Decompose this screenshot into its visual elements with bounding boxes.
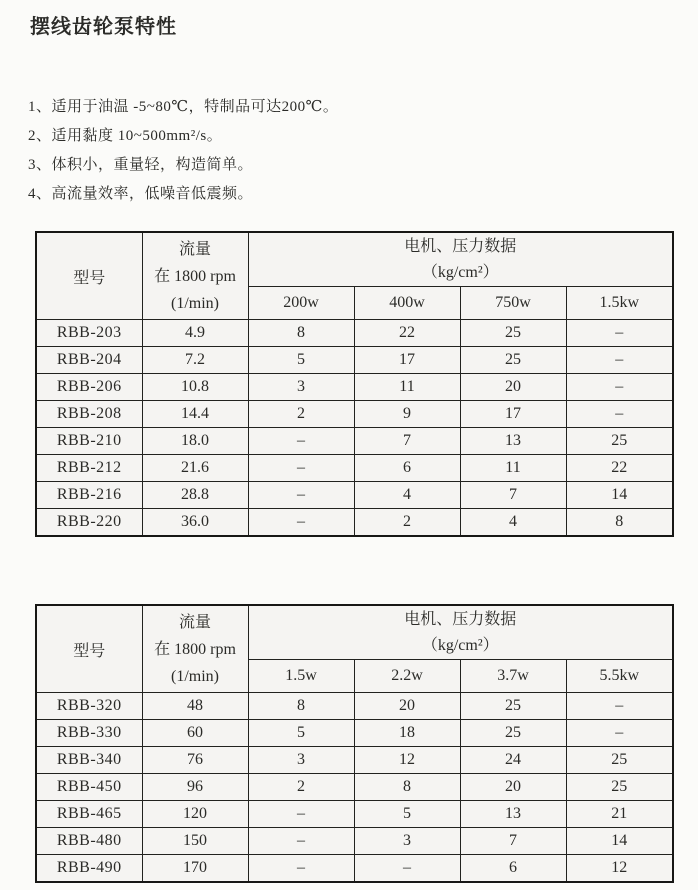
- value-cell: –: [248, 828, 354, 855]
- value-cell: 3: [248, 747, 354, 774]
- value-cell: 13: [460, 428, 566, 455]
- value-cell: –: [566, 320, 673, 347]
- model-cell: RBB-220: [36, 509, 142, 537]
- model-cell: RBB-450: [36, 774, 142, 801]
- value-cell: 17: [460, 401, 566, 428]
- value-cell: 4: [354, 482, 460, 509]
- value-cell: 18: [354, 720, 460, 747]
- value-cell: –: [354, 855, 460, 883]
- value-cell: 25: [460, 320, 566, 347]
- value-cell: 7: [460, 828, 566, 855]
- col-header-power: 400w: [354, 287, 460, 320]
- motor-header-line: 电机、压力数据: [404, 610, 517, 628]
- value-cell: 20: [354, 693, 460, 720]
- value-cell: 2: [248, 774, 354, 801]
- col-header-model: 型号: [36, 232, 142, 320]
- col-header-power: 200w: [248, 287, 354, 320]
- table-row: [36, 401, 673, 428]
- value-cell: 5: [354, 801, 460, 828]
- table-row: [36, 693, 673, 720]
- value-cell: 36.0: [142, 509, 248, 537]
- table-row: [36, 774, 673, 801]
- value-cell: 22: [354, 320, 460, 347]
- motor-header-line: 电机、压力数据: [404, 237, 517, 255]
- flow-header-line: 流量: [178, 613, 211, 631]
- value-cell: 12: [354, 747, 460, 774]
- value-cell: 10.8: [142, 374, 248, 401]
- value-cell: 8: [354, 774, 460, 801]
- table-row: [36, 747, 673, 774]
- pump-spec-table-200-series: [35, 231, 674, 537]
- value-cell: 24: [460, 747, 566, 774]
- value-cell: 150: [142, 828, 248, 855]
- model-cell: RBB-210: [36, 428, 142, 455]
- value-cell: 6: [460, 855, 566, 883]
- table-header-row: [36, 232, 673, 287]
- value-cell: 7: [354, 428, 460, 455]
- col-header-power: 2.2w: [354, 660, 460, 693]
- value-cell: 76: [142, 747, 248, 774]
- table-row: [36, 855, 673, 883]
- value-cell: 12: [566, 855, 673, 883]
- value-cell: 170: [142, 855, 248, 883]
- value-cell: 14.4: [142, 401, 248, 428]
- model-cell: RBB-465: [36, 801, 142, 828]
- feature-item: 4、高流量效率，低噪音低震频。: [28, 186, 254, 202]
- value-cell: 60: [142, 720, 248, 747]
- value-cell: 4.9: [142, 320, 248, 347]
- table-row: [36, 801, 673, 828]
- value-cell: 18.0: [142, 428, 248, 455]
- value-cell: 7: [460, 482, 566, 509]
- table-row: [36, 482, 673, 509]
- value-cell: 7.2: [142, 347, 248, 374]
- value-cell: 5: [248, 720, 354, 747]
- value-cell: 120: [142, 801, 248, 828]
- value-cell: 21: [566, 801, 673, 828]
- value-cell: 25: [566, 747, 673, 774]
- value-cell: 22: [566, 455, 673, 482]
- model-cell: RBB-216: [36, 482, 142, 509]
- value-cell: 11: [354, 374, 460, 401]
- value-cell: 3: [354, 828, 460, 855]
- value-cell: 8: [248, 693, 354, 720]
- feature-list: [28, 93, 338, 209]
- motor-header-line: （kg/cm²）: [421, 636, 499, 654]
- value-cell: –: [248, 509, 354, 537]
- value-cell: 28.8: [142, 482, 248, 509]
- table-row: [36, 720, 673, 747]
- col-header-power: 750w: [460, 287, 566, 320]
- table-row: [36, 320, 673, 347]
- motor-header-line: （kg/cm²）: [421, 263, 499, 281]
- flow-header-line: (1/min): [171, 294, 219, 312]
- flow-header-line: 在 1800 rpm: [154, 267, 236, 285]
- flow-header-line: 在 1800 rpm: [154, 640, 236, 658]
- value-cell: 6: [354, 455, 460, 482]
- value-cell: –: [566, 720, 673, 747]
- value-cell: –: [566, 347, 673, 374]
- page-title: 摆线齿轮泵特性: [30, 16, 177, 38]
- col-header-motor-pressure: [248, 232, 673, 287]
- col-header-power: 3.7w: [460, 660, 566, 693]
- model-cell: RBB-340: [36, 747, 142, 774]
- model-cell: RBB-212: [36, 455, 142, 482]
- value-cell: 21.6: [142, 455, 248, 482]
- flow-header-line: 流量: [178, 240, 211, 258]
- value-cell: 2: [354, 509, 460, 537]
- feature-item: 2、适用黏度 10~500mm²/s。: [28, 128, 223, 144]
- model-cell: RBB-490: [36, 855, 142, 883]
- value-cell: –: [566, 401, 673, 428]
- col-header-flow: [142, 605, 248, 693]
- value-cell: –: [248, 482, 354, 509]
- value-cell: 25: [460, 693, 566, 720]
- feature-item: 1、适用于油温 -5~80℃，特制品可达200℃。: [28, 99, 339, 115]
- value-cell: 13: [460, 801, 566, 828]
- value-cell: 9: [354, 401, 460, 428]
- model-cell: RBB-330: [36, 720, 142, 747]
- pump-spec-table-300-series: [35, 604, 674, 883]
- col-header-power: 5.5kw: [566, 660, 673, 693]
- value-cell: 8: [566, 509, 673, 537]
- value-cell: –: [248, 855, 354, 883]
- value-cell: 25: [460, 347, 566, 374]
- value-cell: 25: [566, 774, 673, 801]
- value-cell: 3: [248, 374, 354, 401]
- value-cell: –: [248, 801, 354, 828]
- table-header-row: [36, 605, 673, 660]
- value-cell: 4: [460, 509, 566, 537]
- table-row: [36, 428, 673, 455]
- table-row: [36, 455, 673, 482]
- value-cell: 14: [566, 482, 673, 509]
- flow-header-line: (1/min): [171, 667, 219, 685]
- value-cell: 17: [354, 347, 460, 374]
- table-row: [36, 828, 673, 855]
- value-cell: 20: [460, 374, 566, 401]
- value-cell: 8: [248, 320, 354, 347]
- value-cell: –: [248, 455, 354, 482]
- value-cell: 2: [248, 401, 354, 428]
- col-header-flow: [142, 232, 248, 320]
- model-cell: RBB-203: [36, 320, 142, 347]
- model-cell: RBB-204: [36, 347, 142, 374]
- model-cell: RBB-480: [36, 828, 142, 855]
- col-header-model: 型号: [36, 605, 142, 693]
- value-cell: 11: [460, 455, 566, 482]
- table-row: [36, 509, 673, 537]
- value-cell: –: [248, 428, 354, 455]
- feature-item: 3、体积小，重量轻，构造简单。: [28, 157, 254, 173]
- table-row: [36, 374, 673, 401]
- value-cell: 48: [142, 693, 248, 720]
- value-cell: 5: [248, 347, 354, 374]
- table-row: [36, 347, 673, 374]
- value-cell: –: [566, 374, 673, 401]
- model-cell: RBB-320: [36, 693, 142, 720]
- col-header-motor-pressure: [248, 605, 673, 660]
- value-cell: 20: [460, 774, 566, 801]
- model-cell: RBB-206: [36, 374, 142, 401]
- value-cell: 25: [566, 428, 673, 455]
- value-cell: 96: [142, 774, 248, 801]
- value-cell: 25: [460, 720, 566, 747]
- col-header-power: 1.5w: [248, 660, 354, 693]
- model-cell: RBB-208: [36, 401, 142, 428]
- value-cell: 14: [566, 828, 673, 855]
- col-header-power: 1.5kw: [566, 287, 673, 320]
- value-cell: –: [566, 693, 673, 720]
